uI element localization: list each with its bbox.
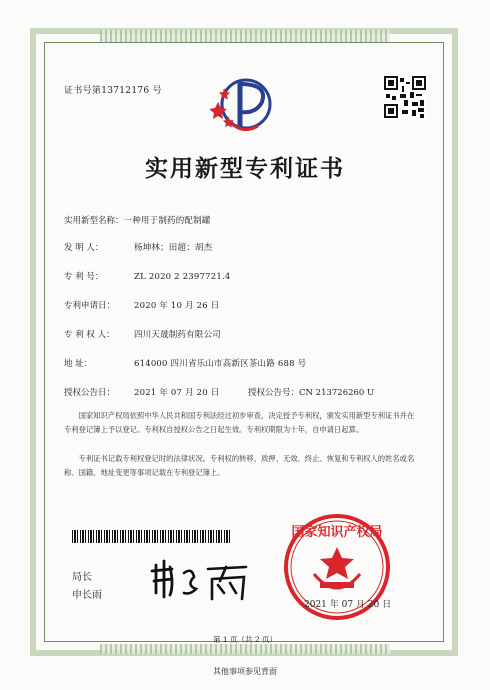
qr-code xyxy=(384,76,426,118)
statement-paragraph-1: 国家知识产权局依照中华人民共和国专利法经过初步审查，决定授予专利权，颁发实用新型专利证书并在专利登记簿上予以登记。专利权自授权公告之日起生效。专利权期限为十年，自申请日起算。 xyxy=(64,411,415,434)
utility-model-name-row xyxy=(64,214,211,226)
grant-date: 2021 年 07 月 20 日 xyxy=(134,388,220,398)
top-ornament xyxy=(100,30,390,42)
director-name: 申长雨 xyxy=(72,590,102,601)
director-signature xyxy=(146,555,256,605)
director-title: 局长 xyxy=(72,572,92,583)
utility-model-name: 一种用于制药的配制罐 xyxy=(123,216,211,226)
patent-number: ZL 2020 2 2397721.4 xyxy=(134,272,231,282)
patentee: 四川天晟制药有限公司 xyxy=(134,330,222,340)
field-label: 实用新型名称： xyxy=(64,216,124,226)
patent-number-row xyxy=(64,270,230,282)
filing-date-row xyxy=(64,299,219,311)
barcode xyxy=(72,530,232,543)
grant-date-row xyxy=(64,386,219,398)
field-label: 授权公告号： xyxy=(248,388,300,398)
statement-paragraph-2: 专利证书记载专利权登记时的法律状况。专利权的转移、质押、无效、终止、恢复和专利权人的姓名或名称、国籍、地址变更等事项记载在专利登记簿上。 xyxy=(64,454,415,477)
field-label: 发 明 人： xyxy=(64,243,104,253)
field-label: 授权公告日： xyxy=(64,388,116,398)
field-label: 专 利 号： xyxy=(64,272,104,282)
patent-office-logo xyxy=(210,72,272,136)
seal-date: 2021 年 07 月 20 日 xyxy=(304,600,392,610)
address-row xyxy=(64,357,306,369)
filing-date: 2020 年 10 月 26 日 xyxy=(134,301,220,311)
inventors: 杨坤林；田超；胡杰 xyxy=(134,243,213,253)
certificate-number: 证书号第13712176 号 xyxy=(64,86,162,96)
field-label: 专 利 权 人： xyxy=(64,330,115,340)
document-title: 实用新型专利证书 xyxy=(145,155,345,182)
footer-note: 其他事项参见背面 xyxy=(213,667,277,676)
grant-number: CN 213726260 U xyxy=(299,388,375,398)
patentee-row xyxy=(64,328,221,340)
address: 614000 四川省乐山市高新区茶山路 688 号 xyxy=(134,359,307,369)
page-number: 第 1 页（共 2 页） xyxy=(212,635,278,644)
field-label: 地 址： xyxy=(64,359,93,369)
field-label: 专利申请日： xyxy=(64,301,116,311)
inventor-row xyxy=(64,241,212,253)
seal-text: 国家知识产权局 xyxy=(291,525,383,540)
grant-number-row xyxy=(248,386,374,398)
bottom-ornament xyxy=(100,644,390,654)
